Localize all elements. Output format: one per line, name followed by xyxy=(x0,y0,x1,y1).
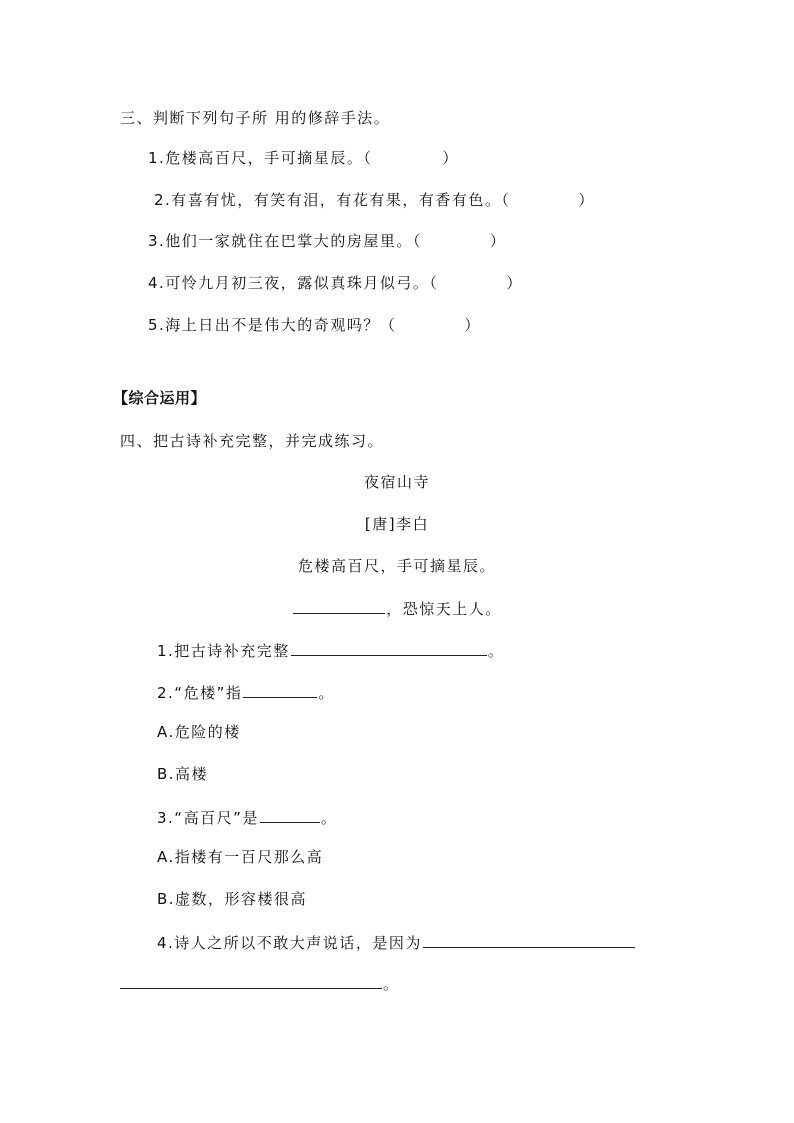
item-4-close: ） xyxy=(506,274,523,292)
question-3-text: 3.“高百尺”是 xyxy=(157,809,259,827)
section3-item-3 xyxy=(148,231,506,251)
section-label: 【综合运用】 xyxy=(113,389,207,407)
question-3-end: 。 xyxy=(320,809,338,827)
poem-line-1: 危楼高百尺，手可摘星辰。 xyxy=(297,557,496,575)
question-1-text: 1.把古诗补充完整 xyxy=(157,642,290,660)
section4-heading: 四、把古诗补充完整，并完成练习。 xyxy=(120,432,385,450)
poem-line-2-suffix: ，恐惊天上人。 xyxy=(386,600,502,618)
question-3-option-a: A.指楼有一百尺那么高 xyxy=(157,848,324,866)
question-3-blank[interactable] xyxy=(260,806,320,823)
poem-title: 夜宿山寺 xyxy=(363,473,430,491)
question-4-blank-1[interactable] xyxy=(423,931,635,948)
question-1 xyxy=(157,639,504,661)
question-2 xyxy=(157,681,335,703)
item-4-text: 4.可怜九月初三夜，露似真珠月似弓。（ xyxy=(148,274,439,292)
item-3-text: 3.他们一家就住在巴掌大的房屋里。（ xyxy=(148,232,422,250)
section3-item-1 xyxy=(148,148,459,168)
poem-line-2 xyxy=(0,597,794,619)
question-4-text: 4.诗人之所以不敢大声说话，是因为 xyxy=(157,934,422,952)
question-3 xyxy=(157,806,337,828)
question-2-option-a: A.危险的楼 xyxy=(157,723,241,741)
question-2-option-b: B.高楼 xyxy=(157,765,209,783)
question-4-end: 。 xyxy=(383,975,400,993)
question-1-end: 。 xyxy=(487,642,505,660)
item-2-close: ） xyxy=(578,191,595,209)
section3-item-5 xyxy=(148,315,481,335)
item-5-text: 5.海上日出不是伟大的奇观吗？（ xyxy=(148,316,397,334)
section3-heading: 三、判断下列句子所 用的修辞手法。 xyxy=(120,109,391,127)
question-2-text: 2.“危楼”指 xyxy=(157,684,243,702)
question-4-continued xyxy=(120,972,400,994)
item-5-close: ） xyxy=(464,316,481,334)
question-2-blank[interactable] xyxy=(243,681,317,698)
section3-item-2 xyxy=(154,190,595,210)
question-3-option-b: B.虚数，形容楼很高 xyxy=(157,890,308,908)
question-1-blank[interactable] xyxy=(291,639,487,656)
item-2-text: 2.有喜有忧，有笑有泪，有花有果，有香有色。（ xyxy=(154,191,511,209)
question-4-blank-2[interactable] xyxy=(120,972,382,989)
item-1-text: 1.危楼高百尺，手可摘星辰。（ xyxy=(148,149,373,167)
question-4 xyxy=(157,931,636,953)
section3-item-4 xyxy=(148,273,523,293)
item-1-close: ） xyxy=(442,149,459,167)
poem-author: [唐]李白 xyxy=(364,515,430,533)
question-2-end: 。 xyxy=(318,684,335,702)
poem-line-2-blank[interactable] xyxy=(293,597,385,614)
item-3-close: ） xyxy=(489,232,507,250)
